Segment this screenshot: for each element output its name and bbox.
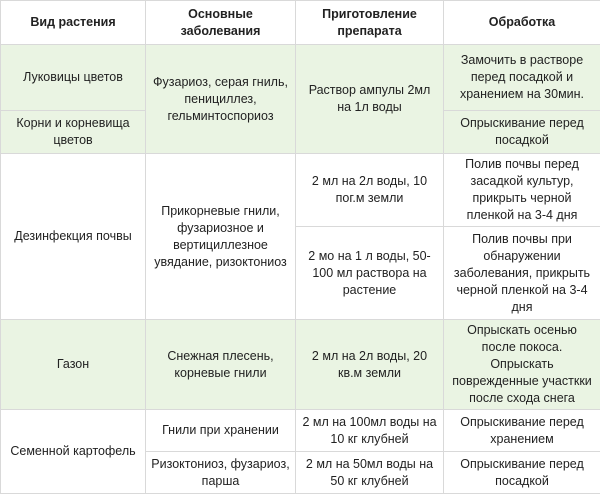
table-row [1, 410, 600, 452]
cell-preparation: 2 мл на 2л воды, 10 пог.м земли [296, 154, 444, 227]
header-preparation: Приготовление препарата [296, 1, 444, 45]
cell-diseases: Ризоктониоз, фузариоз, парша [146, 452, 296, 494]
cell-preparation: 2 мл на 2л воды, 20 кв.м земли [296, 320, 444, 410]
cell-plant: Семенной картофель [1, 410, 146, 494]
cell-diseases: Фузариоз, серая гниль, пенициллез, гельминтоспориоз [146, 45, 296, 154]
table-row [1, 45, 600, 111]
cell-preparation: Раствор ампулы 2мл на 1л воды [296, 45, 444, 154]
cell-plant: Луковицы цветов [1, 45, 146, 111]
cell-preparation: 2 мл на 50мл воды на 50 кг клубней [296, 452, 444, 494]
cell-treatment: Опрыскивание перед посадкой [444, 452, 600, 494]
cell-treatment: Опрыскать осенью после покоса. Опрыскать поврежденные участкки после схода снега [444, 320, 600, 410]
header-treatment: Обработка [444, 1, 600, 45]
table-row [1, 154, 600, 227]
cell-treatment: Опрыскивание перед хранением [444, 410, 600, 452]
header-plant-type: Вид растения [1, 1, 146, 45]
cell-plant: Дезинфекция почвы [1, 154, 146, 320]
cell-plant: Газон [1, 320, 146, 410]
table-row [1, 320, 600, 410]
cell-diseases: Прикорневые гнили, фузариозное и вертициллезное увядание, ризоктониоз [146, 154, 296, 320]
cell-treatment: Полив почвы при обнаружении заболевания, прикрыть черной пленкой на 3-4 дня [444, 227, 600, 320]
header-diseases: Основные заболевания [146, 1, 296, 45]
cell-preparation: 2 мо на 1 л воды, 50-100 мл раствора на растение [296, 227, 444, 320]
cell-diseases: Снежная плесень, корневые гнили [146, 320, 296, 410]
cell-preparation: 2 мл на 100мл воды на 10 кг клубней [296, 410, 444, 452]
cell-treatment: Замочить в растворе перед посадкой и хранением на 30мин. [444, 45, 600, 111]
cell-diseases: Гнили при хранении [146, 410, 296, 452]
cell-treatment: Полив почвы перед засадкой культур, прикрыть черной пленкой на 3-4 дня [444, 154, 600, 227]
cell-plant: Корни и корневища цветов [1, 111, 146, 154]
cell-treatment: Опрыскивание перед посадкой [444, 111, 600, 154]
header-row [1, 1, 600, 45]
